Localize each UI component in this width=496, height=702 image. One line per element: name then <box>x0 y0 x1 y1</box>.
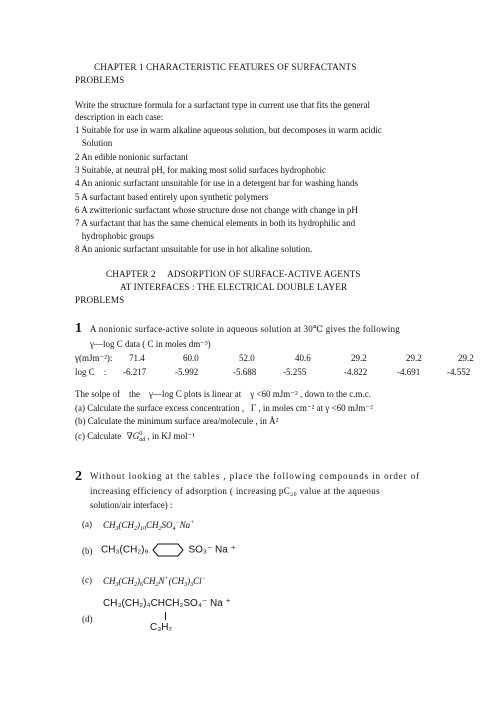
problem2-text-line3: solution/air interface) : <box>90 500 173 510</box>
part-c <box>75 431 195 443</box>
benzene-ring-icon <box>148 543 188 557</box>
chapter2-subheading: PROBLEMS <box>75 295 125 305</box>
compound-d-line2: C₃H₇ <box>150 622 172 633</box>
gibbs-sub: ad <box>139 437 146 443</box>
branch-bond <box>165 612 166 620</box>
table-cell: 29.2 <box>406 353 422 363</box>
list-item: 1 Suitable for use in warm alkaline aqueous solution, but decomposes in warm acidic <box>75 125 382 135</box>
table-cell: 71.4 <box>129 353 145 363</box>
list-item: 4 An anionic surfactant unsuitable for use in a detergent bar for washing hands <box>75 178 359 188</box>
table-cell: -4.691 <box>397 367 421 377</box>
part-b: (b) Calculate the minimum surface area/molecule , in Å² <box>75 416 279 426</box>
gibbs-sup: 0 <box>139 431 143 437</box>
part-a: (a) Calculate the surface excess concentration , Γ , in moles cm⁻² at γ <60 mJm⁻² <box>75 403 373 413</box>
part-c-prefix: (c) Calculate <box>75 431 122 442</box>
problem-number: 2 <box>75 469 82 484</box>
compound-d-line1: CH₃(CH₂)₄CHCH₂SO₄⁻ Na ⁺ <box>103 598 231 609</box>
compound-b-formula <box>101 543 236 557</box>
compound-a-label: (a) <box>82 519 92 529</box>
chapter2-heading: CHAPTER 2 ADSORPTION OF SURFACE-ACTIVE AGENTS <box>106 269 361 279</box>
problem2-text-line1: Without looking at the tables , place the following compounds in order of <box>90 471 421 481</box>
problem1-text-line1: A nonionic surface-active solute in aqueous solution at 30℃ gives the following <box>90 324 401 334</box>
compound-b-suffix: SO₃⁻ Na ⁺ <box>188 544 236 556</box>
part-c-suffix: , in KJ mol⁻¹ <box>147 431 195 442</box>
compound-c-formula: $CH_3(CH_2)_6CH_2N^+(CH_3)_3Cl^-$ <box>103 576 206 588</box>
chapter2-heading-line2: AT INTERFACES : THE ELECTRICAL DOUBLE LAYER <box>120 282 348 292</box>
problem1-text-line2: γ—log C data ( C in moles dm⁻³) <box>90 339 211 349</box>
list-item: 6 A zwitterionic surfactant whose structure dose not change with change in pH <box>75 205 358 215</box>
list-item: 3 Suitable, at neutral pH, for making most solid surfaces hydrophobic <box>75 165 326 175</box>
table-cell: 29.2 <box>351 353 367 363</box>
table-cell: -6.217 <box>123 367 147 377</box>
chapter1-subheading: PROBLEMS <box>75 75 125 85</box>
problem-number: 1 <box>75 321 82 336</box>
compound-b-label: (b) <box>82 546 93 556</box>
table-cell: -4.552 <box>447 367 471 377</box>
table-cell: -5.255 <box>283 367 307 377</box>
list-item: Solution <box>75 138 113 148</box>
table-cell: 29.2 <box>458 353 474 363</box>
chapter1-heading: CHAPTER 1 CHARACTERISTIC FEATURES OF SURFACTANTS <box>94 62 357 72</box>
compound-c-label: (c) <box>82 575 92 585</box>
list-item: 8 An anionic surfactant unsuitable for use in hot alkaline solution. <box>75 244 313 254</box>
table-cell: 40.6 <box>295 353 311 363</box>
list-item: 2 An edible nonionic surfactant <box>75 152 188 162</box>
table-cell: 60.0 <box>183 353 199 363</box>
table-cell: -4.822 <box>344 367 368 377</box>
list-item: hydrophobic groups <box>75 231 154 241</box>
gibbs-symbol: ∇G <box>126 431 140 442</box>
slope-statement: The solpe of the γ—log C plots is linear at γ <60 mJm⁻² , down to the c.m.c. <box>75 389 371 399</box>
list-item: 7 A surfactant that has the same chemical elements in both its hydrophilic and <box>75 218 356 228</box>
list-item: 5 A surfactant based entirely upon synthetic polymers <box>75 192 269 202</box>
chapter1-intro-line2: description in each case: <box>75 112 164 122</box>
compound-b-prefix: CH₃(CH₂)₉ <box>101 544 149 556</box>
problem2-text-line2: increasing efficiency of adsorption ( increasing pC₂₀ value at the aqueous <box>90 486 380 496</box>
chapter1-intro-line1: Write the structure formula for a surfactant type in current use that fits the general <box>75 100 371 110</box>
table-cell: -5.992 <box>175 367 199 377</box>
compound-a-formula: $CH_3(CH_2)_{10}CH_2SO_4^-Na^+$ <box>103 520 195 532</box>
compound-d-label: (d) <box>82 614 93 624</box>
table-cell: -5.688 <box>233 367 257 377</box>
logc-label: log C : <box>75 367 107 377</box>
gamma-label: γ(mJm⁻²): <box>75 353 113 363</box>
table-cell: 52.0 <box>239 353 255 363</box>
